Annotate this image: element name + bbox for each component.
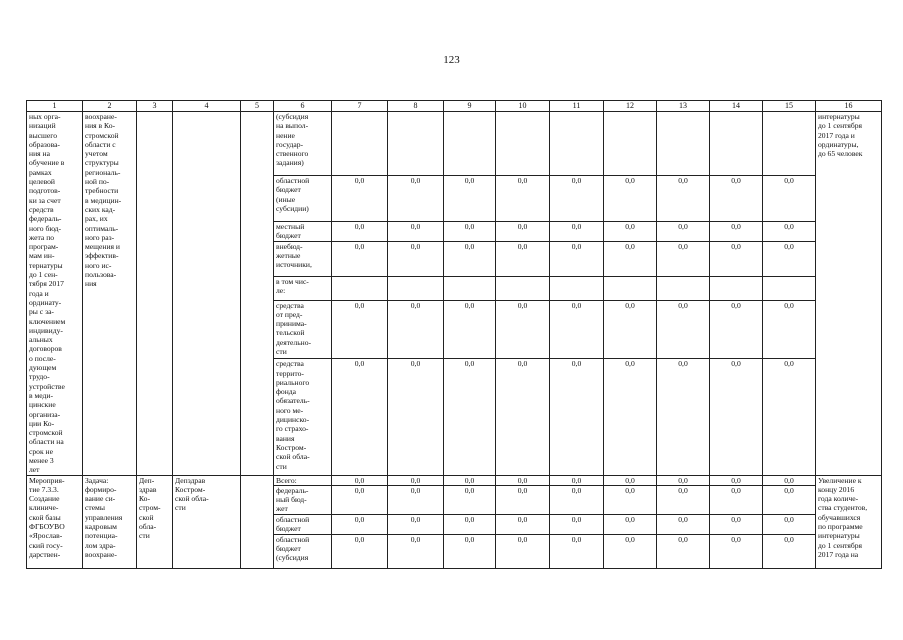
value-cell: 0,0: [332, 475, 388, 485]
value-cell: 0,0: [388, 359, 444, 475]
column-header-12: 12: [604, 101, 657, 112]
value-cell: 0,0: [710, 176, 763, 221]
executor-cell: [137, 112, 173, 476]
activity-name-cell: ных орга- низаций высшего образова- ния на обучение в рамках целевой подготов- ки за счет средств федераль- ного бюд- жета по програм- мам ин- тернатуры до 1 сен- тября 2017 года и ординату- ры с за- ключением индивиду- альных договоров о после- дующем трудо- устройстве в меди- цинские организа- ции Ко- стромской области на срок не менее 3 лет: [27, 112, 83, 476]
participant-cell: Депздрав Костром- ской обла- сти: [173, 475, 241, 568]
value-cell: 0,0: [604, 485, 657, 514]
page-number: 123: [443, 54, 460, 66]
column-header-10: 10: [496, 101, 550, 112]
task-description-cell: воохране- ния в Ко- стромской области с учетом структуры региональ- ной по- требности в медицин- ских кад- рах, их оптималь- ного раз- мещения и эффектив- ного ис- пользова- ния: [83, 112, 137, 476]
value-cell: 0,0: [388, 221, 444, 241]
value-cell: 0,0: [763, 359, 816, 475]
funding-source-cell: областной бюджет (иные субсидии): [274, 176, 332, 221]
funding-source-cell: федераль- ный бюд- жет: [274, 485, 332, 514]
funding-source-cell: внебюд- жетные источники,: [274, 241, 332, 276]
column-header-14: 14: [710, 101, 763, 112]
value-cell: 0,0: [444, 485, 496, 514]
value-cell: 0,0: [444, 221, 496, 241]
indicator-cell: интернатуры до 1 сентября 2017 года и ординатуры, до 65 человек: [816, 112, 882, 476]
value-cell: 0,0: [604, 221, 657, 241]
value-cell: 0,0: [763, 514, 816, 534]
value-cell: 0,0: [604, 241, 657, 276]
value-cell: 0,0: [763, 485, 816, 514]
value-cell: [332, 276, 388, 300]
value-cell: 0,0: [550, 475, 604, 485]
indicator-cell: Увеличение к концу 2016 года количе- ства студентов, обучавшихся по программе интернатуры до 1 сентября 2017 года на: [816, 475, 882, 568]
value-cell: 0,0: [657, 221, 710, 241]
value-cell: 0,0: [710, 300, 763, 359]
value-cell: 0,0: [550, 300, 604, 359]
value-cell: [388, 112, 444, 176]
value-cell: [710, 112, 763, 176]
executor-cell: Деп- здрав Ко- стром- ской обла- сти: [137, 475, 173, 568]
value-cell: 0,0: [496, 359, 550, 475]
funding-source-cell: средства террито- риального фонда обязатель- ного ме- дицинско- го страхо- вания Костром- ской обла- сти: [274, 359, 332, 475]
value-cell: 0,0: [444, 475, 496, 485]
value-cell: 0,0: [763, 241, 816, 276]
participant-cell: [173, 112, 241, 476]
value-cell: 0,0: [604, 534, 657, 568]
table-row: [27, 475, 882, 485]
column-header-2: 2: [83, 101, 137, 112]
value-cell: [550, 276, 604, 300]
value-cell: 0,0: [710, 475, 763, 485]
value-cell: 0,0: [657, 176, 710, 221]
value-cell: [496, 112, 550, 176]
value-cell: [763, 276, 816, 300]
value-cell: [763, 112, 816, 176]
value-cell: 0,0: [332, 241, 388, 276]
value-cell: 0,0: [657, 485, 710, 514]
value-cell: 0,0: [604, 359, 657, 475]
value-cell: [388, 276, 444, 300]
value-cell: 0,0: [332, 300, 388, 359]
value-cell: 0,0: [332, 534, 388, 568]
value-cell: [657, 276, 710, 300]
value-cell: 0,0: [388, 534, 444, 568]
value-cell: 0,0: [332, 221, 388, 241]
value-cell: 0,0: [763, 221, 816, 241]
value-cell: 0,0: [763, 300, 816, 359]
value-cell: 0,0: [763, 176, 816, 221]
table-row: [27, 112, 882, 176]
value-cell: [657, 112, 710, 176]
value-cell: 0,0: [388, 485, 444, 514]
funding-source-cell: областной бюджет (субсидия: [274, 534, 332, 568]
value-cell: 0,0: [550, 176, 604, 221]
value-cell: 0,0: [550, 221, 604, 241]
value-cell: 0,0: [657, 300, 710, 359]
value-cell: 0,0: [444, 300, 496, 359]
value-cell: 0,0: [550, 241, 604, 276]
value-cell: [444, 276, 496, 300]
column-header-9: 9: [444, 101, 496, 112]
funding-source-cell: (субсидия на выпол- нение государ- ственного задания): [274, 112, 332, 176]
period-cell: [241, 112, 274, 476]
value-cell: 0,0: [657, 514, 710, 534]
value-cell: 0,0: [496, 514, 550, 534]
value-cell: 0,0: [710, 514, 763, 534]
value-cell: [550, 112, 604, 176]
value-cell: 0,0: [550, 359, 604, 475]
column-header-8: 8: [388, 101, 444, 112]
value-cell: 0,0: [550, 534, 604, 568]
value-cell: 0,0: [710, 485, 763, 514]
value-cell: 0,0: [496, 176, 550, 221]
value-cell: 0,0: [710, 221, 763, 241]
column-header-7: 7: [332, 101, 388, 112]
value-cell: 0,0: [444, 534, 496, 568]
header-row: [27, 101, 882, 112]
value-cell: 0,0: [657, 241, 710, 276]
value-cell: 0,0: [657, 534, 710, 568]
value-cell: 0,0: [444, 176, 496, 221]
value-cell: 0,0: [604, 176, 657, 221]
column-header-15: 15: [763, 101, 816, 112]
value-cell: 0,0: [332, 514, 388, 534]
period-cell: [241, 475, 274, 568]
value-cell: [496, 276, 550, 300]
value-cell: [604, 276, 657, 300]
value-cell: 0,0: [332, 485, 388, 514]
column-header-4: 4: [173, 101, 241, 112]
funding-source-cell: областной бюджет: [274, 514, 332, 534]
value-cell: 0,0: [444, 241, 496, 276]
value-cell: 0,0: [496, 485, 550, 514]
value-cell: 0,0: [388, 475, 444, 485]
value-cell: 0,0: [388, 176, 444, 221]
funding-source-cell: средства от пред- принима- тельской деятельно- сти: [274, 300, 332, 359]
value-cell: 0,0: [496, 534, 550, 568]
value-cell: 0,0: [388, 241, 444, 276]
value-cell: 0,0: [710, 241, 763, 276]
value-cell: 0,0: [496, 221, 550, 241]
value-cell: 0,0: [550, 485, 604, 514]
value-cell: 0,0: [550, 514, 604, 534]
value-cell: [710, 276, 763, 300]
value-cell: 0,0: [604, 475, 657, 485]
value-cell: 0,0: [657, 359, 710, 475]
value-cell: 0,0: [496, 475, 550, 485]
value-cell: 0,0: [604, 300, 657, 359]
funding-source-cell: в том чис- ле:: [274, 276, 332, 300]
column-header-1: 1: [27, 101, 83, 112]
value-cell: 0,0: [604, 514, 657, 534]
value-cell: 0,0: [763, 475, 816, 485]
value-cell: 0,0: [763, 534, 816, 568]
column-header-3: 3: [137, 101, 173, 112]
value-cell: [444, 112, 496, 176]
value-cell: [604, 112, 657, 176]
value-cell: 0,0: [388, 300, 444, 359]
value-cell: 0,0: [657, 475, 710, 485]
funding-source-cell: Всего:: [274, 475, 332, 485]
value-cell: 0,0: [496, 241, 550, 276]
value-cell: 0,0: [332, 176, 388, 221]
column-header-13: 13: [657, 101, 710, 112]
value-cell: 0,0: [444, 514, 496, 534]
column-header-16: 16: [816, 101, 882, 112]
column-header-6: 6: [274, 101, 332, 112]
budget-table: [26, 100, 882, 569]
value-cell: [332, 112, 388, 176]
value-cell: 0,0: [444, 359, 496, 475]
value-cell: 0,0: [332, 359, 388, 475]
task-description-cell: Задача: формиро- вание си- стемы управления кадровым потенциа- лом здра- воохране-: [83, 475, 137, 568]
value-cell: 0,0: [710, 534, 763, 568]
value-cell: 0,0: [388, 514, 444, 534]
value-cell: 0,0: [496, 300, 550, 359]
column-header-11: 11: [550, 101, 604, 112]
funding-source-cell: местный бюджет: [274, 221, 332, 241]
value-cell: 0,0: [710, 359, 763, 475]
column-header-5: 5: [241, 101, 274, 112]
activity-name-cell: Мероприя- тие 7.3.3. Создание клиниче- ской базы ФГБОУВО «Ярослав- ский госу- дарствен-: [27, 475, 83, 568]
